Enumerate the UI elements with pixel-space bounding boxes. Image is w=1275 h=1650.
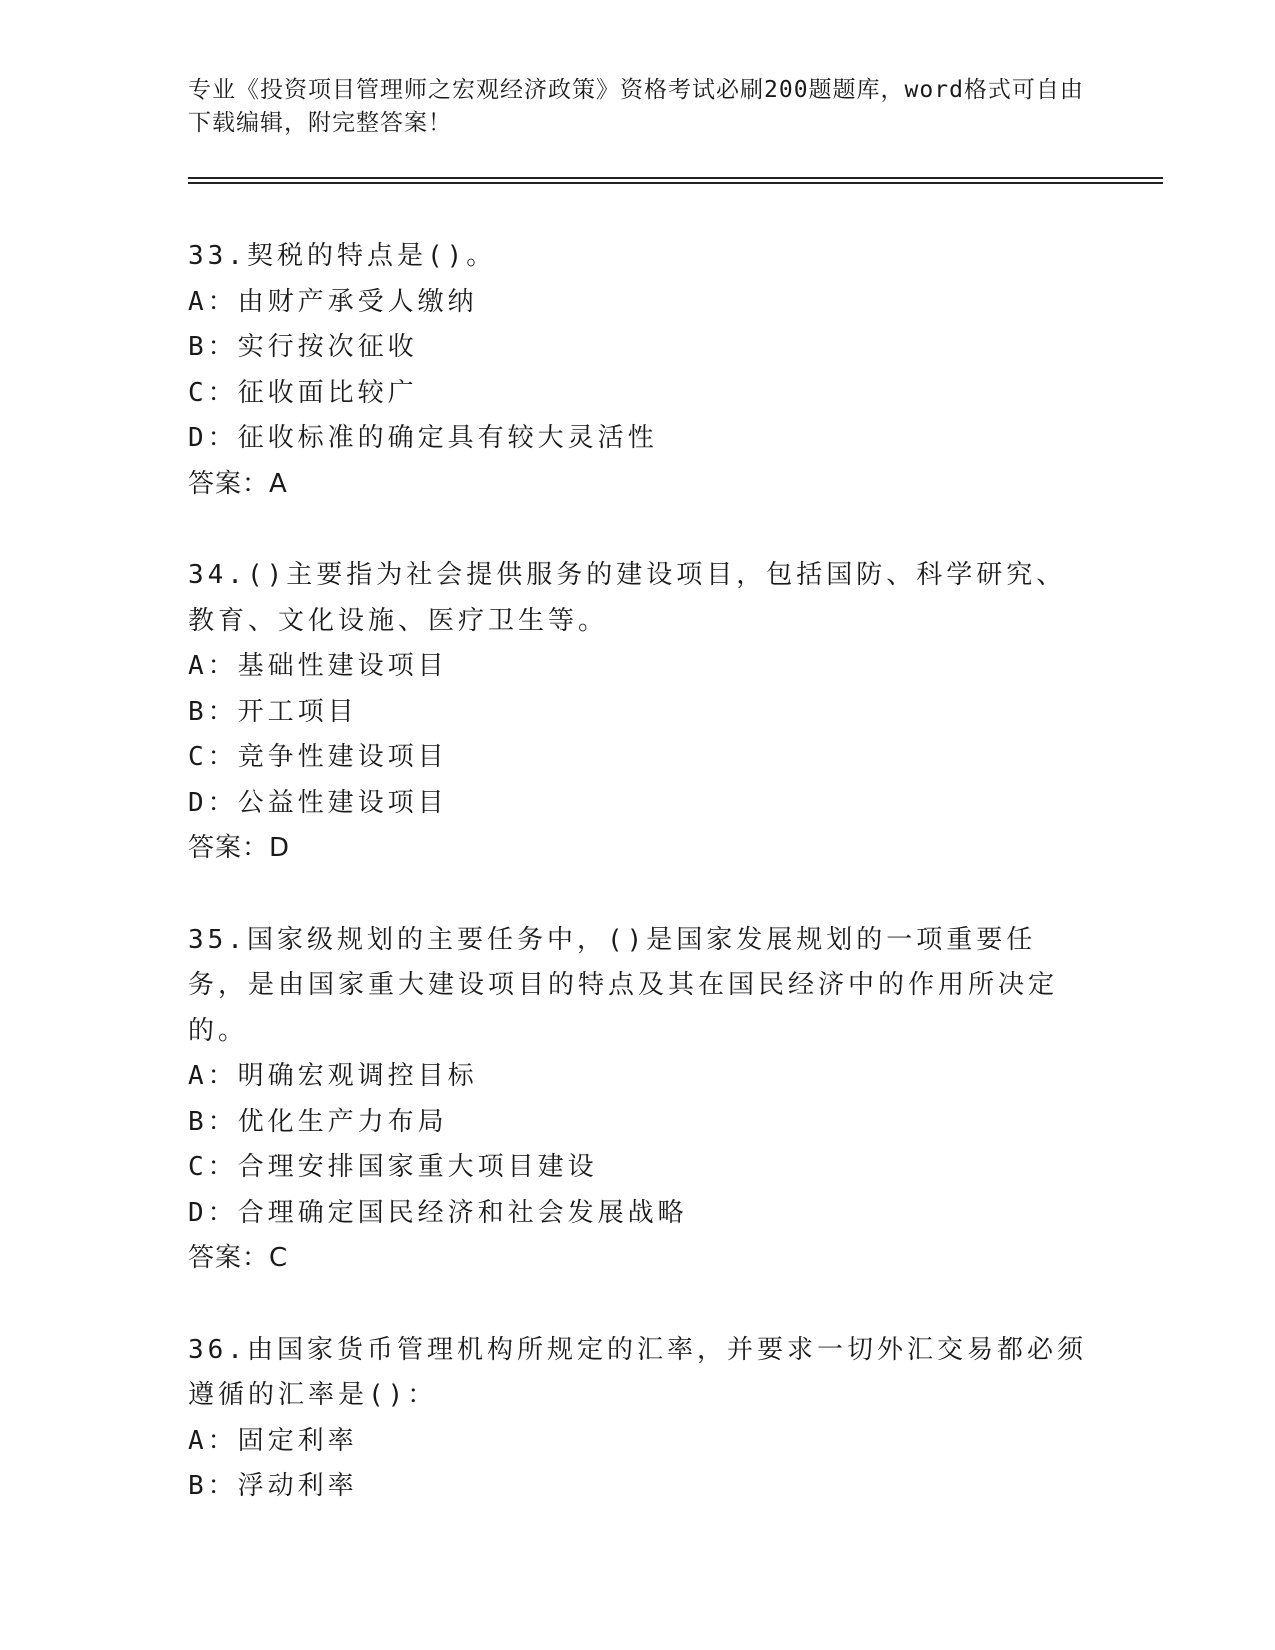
question-33 [188, 234, 1088, 507]
question-stem: 36.由国家货币管理机构所规定的汇率，并要求一切外汇交易都必须遵循的汇率是()： [188, 1334, 1087, 1410]
option-a: A：明确宏观调控目标 [188, 1061, 478, 1091]
option-c: C：竞争性建设项目 [188, 742, 448, 772]
question-stem: 34.()主要指为社会提供服务的建设项目，包括国防、科学研究、教育、文化设施、医疗卫生等。 [188, 560, 1067, 636]
question-34 [188, 553, 1088, 872]
question-list [188, 234, 1088, 1556]
answer-label: 答案：C [188, 1243, 289, 1273]
answer-label: 答案：A [188, 468, 288, 499]
option-d: D：征收标准的确定具有较大灵活性 [188, 423, 658, 453]
option-d: D：合理确定国民经济和社会发展战略 [188, 1197, 688, 1228]
document-header: 专业《投资项目管理师之宏观经济政策》资格考试必刷200题题库，word格式可自由下载编辑，附完整答案！ [188, 77, 1084, 136]
question-stem: 33.契税的特点是()。 [188, 241, 497, 271]
option-a: A：固定利率 [188, 1425, 358, 1456]
option-b: B：实行按次征收 [188, 332, 418, 362]
header-double-rule [188, 177, 1163, 184]
option-d: D：公益性建设项目 [188, 787, 448, 818]
option-b: B：浮动利率 [188, 1471, 358, 1501]
question-stem: 35.国家级规划的主要任务中，()是国家发展规划的一项重要任务，是由国家重大建设项目的特点及其在国民经济中的作用所决定的。 [188, 924, 1059, 1046]
option-a: A：由财产承受人缴纳 [188, 286, 478, 317]
question-35 [188, 918, 1088, 1282]
option-a: A：基础性建设项目 [188, 651, 448, 681]
question-36 [188, 1328, 1088, 1510]
option-b: B：开工项目 [188, 696, 358, 727]
option-b: B：优化生产力布局 [188, 1106, 448, 1137]
option-c: C：征收面比较广 [188, 377, 418, 408]
option-c: C：合理安排国家重大项目建设 [188, 1152, 598, 1182]
answer-label: 答案：D [188, 833, 291, 863]
